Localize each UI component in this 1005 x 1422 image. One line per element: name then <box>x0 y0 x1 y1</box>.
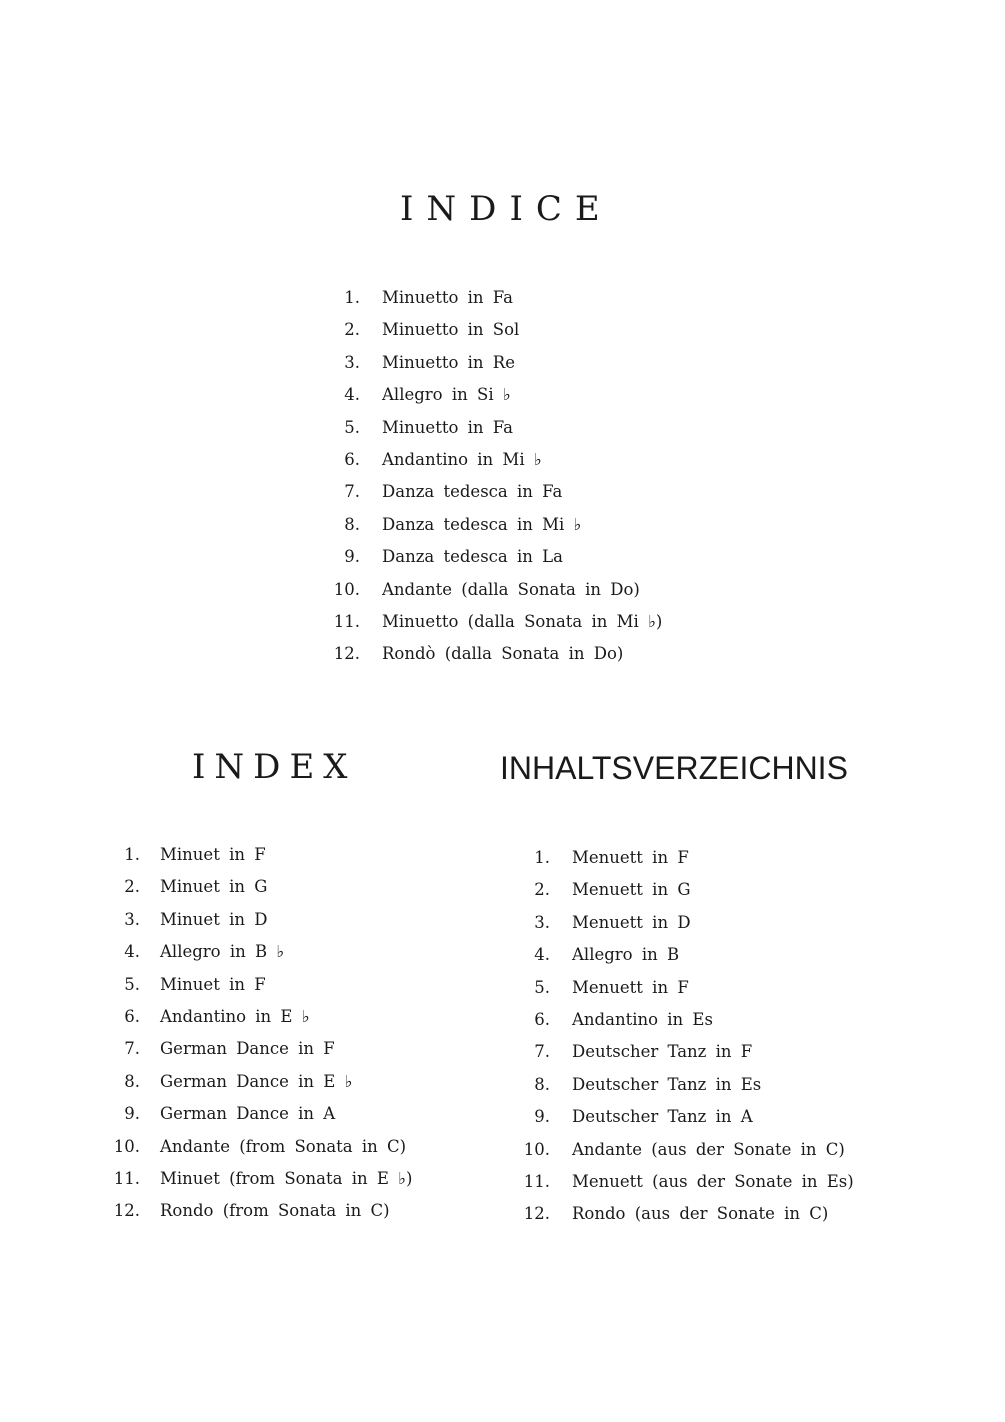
entry-number: 3. <box>124 909 140 929</box>
entry-title: Andante (aus der Sonate in C) <box>572 1139 845 1159</box>
entry-title: Rondo (from Sonata in C) <box>160 1201 390 1221</box>
entry-number: 10. <box>113 1136 140 1156</box>
entry-number: 10. <box>333 579 360 599</box>
entry-title: Menuett in D <box>572 912 691 932</box>
entry-number: 4. <box>124 942 140 962</box>
entry-number: 4. <box>344 385 360 405</box>
entry-number: 5. <box>124 974 140 994</box>
entry-number: 2. <box>344 320 360 340</box>
entry-title: Rondò (dalla Sonata in Do) <box>382 644 624 664</box>
entry-title: Minuet in D <box>160 909 268 929</box>
entry-title: Andante (dalla Sonata in Do) <box>382 579 640 599</box>
entry-number: 2. <box>534 880 550 900</box>
entry-number: 1. <box>534 848 550 867</box>
entry-number: 4. <box>534 945 550 965</box>
entry-number: 3. <box>534 912 550 932</box>
entry-title: Minuet in F <box>160 974 266 994</box>
entry-number: 3. <box>344 352 360 372</box>
entry-number: 5. <box>534 977 550 997</box>
entry-number: 7. <box>534 1042 550 1062</box>
entry-number: 9. <box>124 1104 140 1124</box>
entry-number: 11. <box>333 611 360 631</box>
entry-number: 12. <box>333 644 360 664</box>
entry-number: 5. <box>344 417 360 437</box>
entry-number: 9. <box>534 1107 550 1127</box>
entry-title: Allegro in B <box>572 945 680 965</box>
entry-title: German Dance in E ♭ <box>160 1071 353 1091</box>
indice-title: INDICE <box>400 189 613 229</box>
entry-title: Minuet in F <box>160 845 266 864</box>
entry-number: 8. <box>534 1074 550 1094</box>
entry-title: Menuett in F <box>572 977 689 997</box>
entry-title: Andantino in Es <box>572 1009 713 1029</box>
entry-title: Danza tedesca in Fa <box>382 482 563 502</box>
entry-number: 12. <box>113 1201 140 1221</box>
entry-title: Minuetto in Fa <box>382 417 513 437</box>
entry-title: Minuet (from Sonata in E ♭) <box>160 1168 413 1188</box>
entry-number: 11. <box>523 1171 550 1191</box>
entry-number: 2. <box>124 877 140 897</box>
entry-title: Danza tedesca in Mi ♭ <box>382 514 582 534</box>
entry-title: Andantino in E ♭ <box>160 1006 310 1026</box>
entry-title: Menuett in G <box>572 880 691 900</box>
entry-number: 9. <box>344 547 360 567</box>
entry-number: 6. <box>124 1006 140 1026</box>
index-title: INDEX <box>192 747 357 787</box>
entry-title: Minuetto in Fa <box>382 288 513 307</box>
entry-title: Minuetto (dalla Sonata in Mi ♭) <box>382 611 663 631</box>
entry-number: 11. <box>113 1168 140 1188</box>
entry-title: Menuett (aus der Sonate in Es) <box>572 1171 854 1191</box>
entry-number: 8. <box>124 1071 140 1091</box>
entry-title: Minuet in G <box>160 877 268 897</box>
entry-title: Deutscher Tanz in Es <box>572 1074 762 1094</box>
entry-title: Andantino in Mi ♭ <box>382 449 542 469</box>
entry-title: Minuetto in Sol <box>382 320 520 340</box>
entry-title: Rondo (aus der Sonate in C) <box>572 1204 829 1224</box>
entry-title: Allegro in Si ♭ <box>382 385 511 405</box>
entry-number: 6. <box>534 1009 550 1029</box>
entry-title: Menuett in F <box>572 848 689 867</box>
entry-title: Danza tedesca in La <box>382 547 563 567</box>
entry-title: Andante (from Sonata in C) <box>160 1136 407 1156</box>
entry-number: 10. <box>523 1139 550 1159</box>
entry-title: Minuetto in Re <box>382 352 515 372</box>
entry-number: 6. <box>344 449 360 469</box>
entry-number: 1. <box>124 845 140 864</box>
entry-title: German Dance in F <box>160 1039 335 1059</box>
entry-number: 1. <box>344 288 360 307</box>
entry-title: German Dance in A <box>160 1104 336 1124</box>
entry-number: 12. <box>523 1204 550 1224</box>
entry-number: 7. <box>344 482 360 502</box>
entry-title: Deutscher Tanz in F <box>572 1042 753 1062</box>
entry-number: 7. <box>124 1039 140 1059</box>
entry-title: Deutscher Tanz in A <box>572 1107 753 1127</box>
entry-title: Allegro in B ♭ <box>160 942 285 962</box>
inhaltsverzeichnis-title: INHALTSVERZEICHNIS <box>500 750 848 786</box>
entry-number: 8. <box>344 514 360 534</box>
